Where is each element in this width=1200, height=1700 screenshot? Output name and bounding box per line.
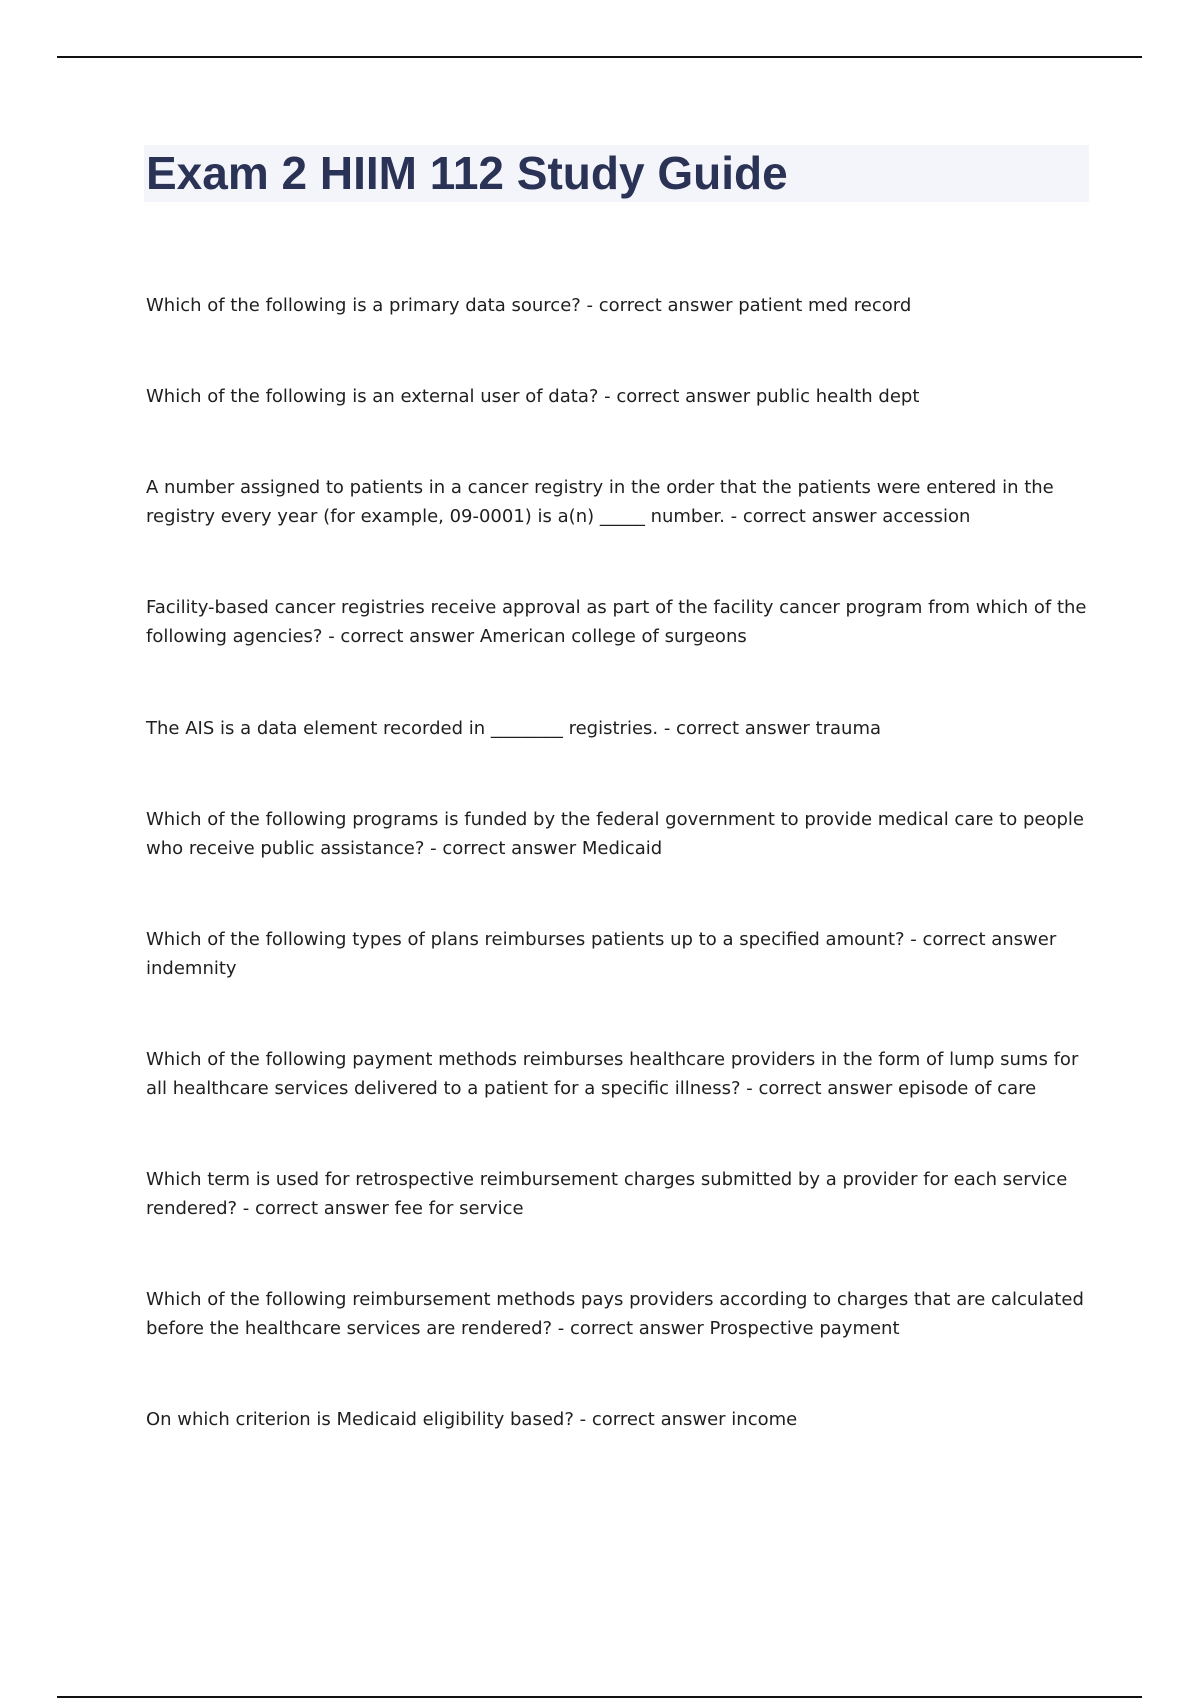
qa-item-8: Which of the following payment methods reimburses healthcare providers in the form of lump sums for all healthcare services delivered to a patient for a specific illness? - correct answer episode of care bbox=[146, 1049, 1079, 1099]
qa-item-6: Which of the following programs is funded by the federal government to provide medical care to people who receive public assistance? - correct answer Medicaid bbox=[146, 809, 1084, 859]
qa-item-3: A number assigned to patients in a cancer registry in the order that the patients were entered in the registry every year (for example, 09-0001) is a(n) _____ number. - correct answer accession bbox=[146, 477, 1054, 527]
qa-item-11: On which criterion is Medicaid eligibility based? - correct answer income bbox=[146, 1409, 798, 1430]
bottom-rule bbox=[57, 1696, 1142, 1698]
qa-item-4: Facility-based cancer registries receive approval as part of the facility cancer program from which of the following agencies? - correct answer American college of surgeons bbox=[146, 597, 1087, 647]
qa-item-5: The AIS is a data element recorded in ________ registries. - correct answer trauma bbox=[146, 718, 882, 739]
qa-item-2: Which of the following is an external user of data? - correct answer public health dept bbox=[146, 386, 920, 407]
top-rule bbox=[57, 56, 1142, 58]
qa-item-9: Which term is used for retrospective reimbursement charges submitted by a provider for each service rendered? - correct answer fee for service bbox=[146, 1169, 1068, 1219]
document-title: Exam 2 HIIM 112 Study Guide bbox=[146, 147, 788, 199]
qa-item-1: Which of the following is a primary data source? - correct answer patient med record bbox=[146, 295, 912, 316]
qa-item-7: Which of the following types of plans reimburses patients up to a specified amount? - correct answer indemnity bbox=[146, 929, 1057, 979]
qa-item-10: Which of the following reimbursement methods pays providers according to charges that are calculated before the healthcare services are rendered? - correct answer Prospective payment bbox=[146, 1289, 1084, 1339]
